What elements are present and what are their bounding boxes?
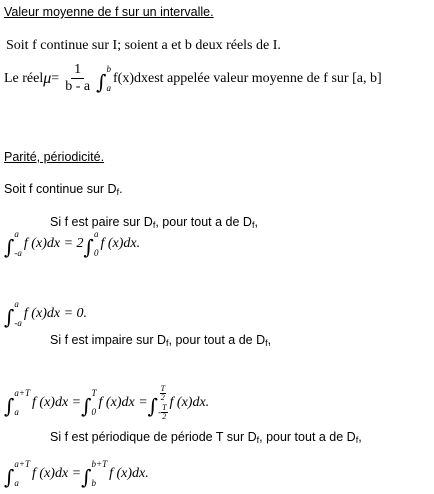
integral-limits (14, 230, 22, 258)
upper-limit: a+T (14, 459, 31, 469)
odd-text: Si f est impaire sur D (50, 333, 167, 347)
mu-symbol: μ (43, 69, 52, 87)
formula-body: f (x)dx = (32, 466, 82, 481)
section-heading-mean-value: Valeur moyenne de f sur un intervalle. (4, 5, 214, 19)
upper-limit: a (93, 229, 99, 239)
even-function-formula (4, 230, 140, 258)
formula-body: f (x)dx. (169, 395, 210, 410)
integral-limits (14, 460, 30, 488)
integral-sign: ∫ (147, 394, 159, 418)
formula-body: f (x)dx = (32, 395, 82, 410)
formula-body: f (x)dx = 2 (23, 236, 84, 251)
domain-subscript: f (251, 220, 255, 230)
lower-limit: -a (14, 318, 22, 328)
integral-limits (14, 389, 30, 417)
even-comma: , (254, 215, 258, 229)
integral-limits (94, 230, 99, 258)
periodic-text-2: , pour tout a de D (259, 430, 356, 444)
integral-sign: ∫ (96, 69, 107, 94)
odd-text-2: , pour tout a de D (168, 333, 266, 347)
periodic-function-condition (50, 430, 362, 445)
lower-limit: a (14, 407, 19, 417)
even-text: Si f est paire sur D (50, 215, 153, 229)
odd-comma: , (267, 333, 272, 347)
domain-subscript: f (265, 338, 268, 348)
domain-subscript: f (355, 435, 359, 445)
domain-subscript: f (152, 220, 156, 230)
numerator: T (162, 403, 167, 412)
integral-sign: ∫ (4, 465, 15, 489)
lower-limit: 0 (91, 407, 97, 417)
lower-limit: a (14, 478, 19, 488)
upper-limit: a+T (14, 388, 31, 398)
upper-limit: b+T (91, 459, 108, 469)
integral-limits (107, 65, 112, 93)
integral-sign: ∫ (4, 235, 15, 259)
integral-sign: ∫ (81, 465, 92, 489)
upper-limit-fraction (158, 385, 167, 402)
mean-value-definition (4, 62, 382, 95)
periodic-formula-1 (4, 385, 209, 421)
fraction-denominator: b - a (65, 79, 91, 95)
periodic-text: Si f est périodique de période T sur D (50, 430, 257, 444)
intro-period: . (119, 182, 123, 196)
denominator: 2 (162, 412, 167, 421)
integrand: f(x)dx (113, 70, 148, 86)
numerator: T (160, 384, 166, 393)
formula-body: f (x)dx = (98, 395, 148, 410)
integral-sign: ∫ (83, 235, 94, 259)
even-function-condition (50, 215, 258, 230)
upper-limit: T (91, 388, 97, 398)
section-heading-parity-periodicity: Parité, périodicité. (4, 150, 105, 164)
odd-function-formula (4, 300, 87, 328)
integral-lower-limit: a (106, 82, 111, 93)
periodic-comma: , (358, 430, 362, 444)
domain-subscript: f (256, 435, 260, 445)
integral-sign: ∫ (81, 394, 92, 418)
definition-suffix: est appelée valeur moyenne de f sur [a, b] (148, 70, 382, 86)
equals-sign: = (51, 70, 60, 86)
minus-sign: - (158, 407, 162, 417)
mean-value-hypothesis: Soit f continue sur I; soient a et b deux réels de I. (6, 38, 281, 53)
denominator: 2 (160, 393, 165, 402)
formula-body: f (x)dx. (109, 466, 149, 481)
intro-text: Soit f continue sur D (4, 182, 117, 196)
lower-limit: b (91, 478, 97, 488)
upper-limit: a (14, 299, 19, 309)
fraction-one-over-b-minus-a (62, 62, 93, 95)
formula-body: f (x)dx = 0. (23, 306, 88, 321)
integral-limits (92, 460, 108, 488)
integral-limits (14, 300, 22, 328)
lower-limit: 0 (93, 248, 99, 258)
lower-limit: -a (14, 248, 22, 258)
integral-sign: ∫ (4, 305, 15, 329)
lower-limit-fraction (158, 404, 167, 421)
upper-limit: a (14, 229, 19, 239)
periodic-formula-2 (4, 460, 149, 488)
definition-prefix: Le réel (4, 70, 44, 86)
integral-sign: ∫ (4, 394, 15, 418)
odd-function-condition (50, 333, 271, 348)
integral-upper-limit: b (106, 63, 111, 74)
formula-body: f (x)dx. (100, 236, 141, 251)
domain-subscript: f (166, 338, 169, 348)
parity-intro (4, 182, 123, 197)
even-text-2: , pour tout a de D (155, 215, 252, 229)
domain-subscript: f (116, 187, 120, 197)
fraction-numerator: 1 (71, 62, 84, 79)
integral-limits (92, 389, 97, 417)
integral-limits-fractional (158, 385, 167, 421)
